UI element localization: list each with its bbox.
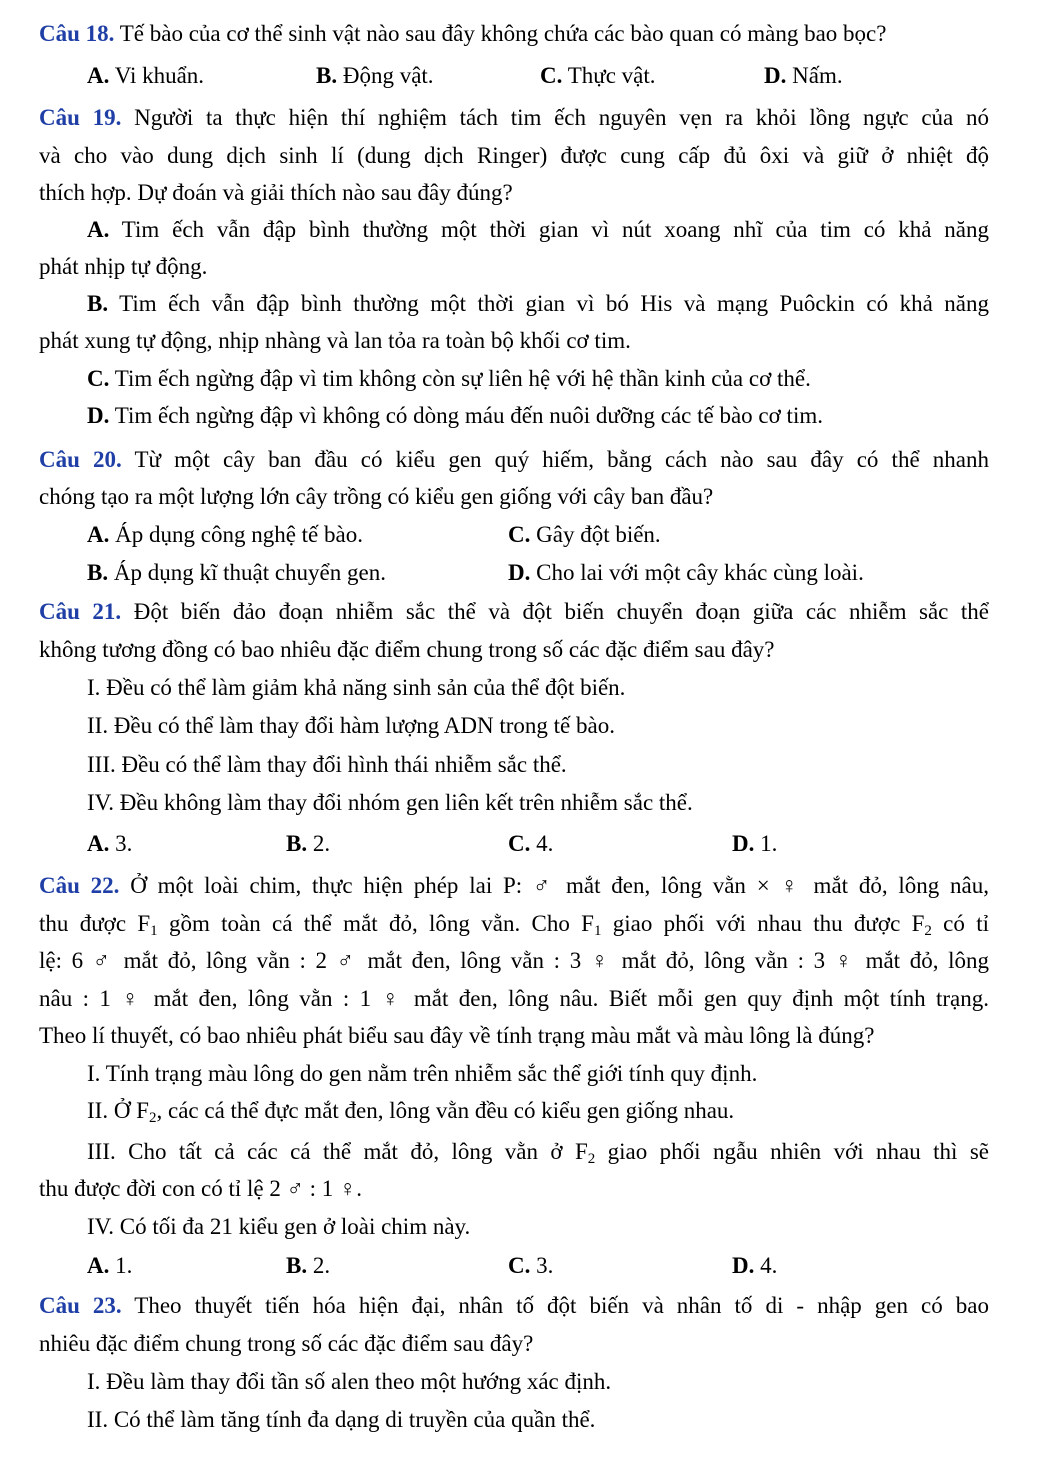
q19-option-b[interactable]: B. Tim ếch vẫn đập bình thường một thời gian vì bó His và mạng Puôckin có khả năng	[87, 291, 989, 316]
q21-statement-4: IV. Đều không làm thay đổi nhóm gen liên kết trên nhiễm sắc thể.	[87, 790, 693, 815]
q20-option-d[interactable]: D. Cho lai với một cây khác cùng loài.	[508, 560, 864, 585]
question-label: Câu 21.	[39, 599, 122, 624]
q19-option-a[interactable]: A. Tim ếch vẫn đập bình thường một thời gian vì nút xoang nhĩ của tim có khả năng	[87, 217, 989, 242]
q18-option-b[interactable]: B. Động vật.	[316, 63, 434, 88]
q21-statement-1: I. Đều có thể làm giảm khả năng sinh sản của thể đột biến.	[87, 675, 626, 700]
question-label: Câu 22.	[39, 873, 120, 898]
question-20-stem-line2: chóng tạo ra một lượng lớn cây trồng có kiểu gen giống với cây ban đầu?	[39, 484, 714, 509]
q20-option-c[interactable]: C. Gây đột biến.	[508, 522, 661, 547]
q22-option-d[interactable]: D. 4.	[732, 1253, 778, 1278]
question-18-stem: Câu 18. Tế bào của cơ thể sinh vật nào sau đây không chứa các bào quan có màng bao bọc?	[39, 21, 887, 46]
q19-option-d[interactable]: D. Tim ếch ngừng đập vì không có dòng máu đến nuôi dưỡng các tế bào cơ tim.	[87, 403, 823, 428]
q22-statement-1: I. Tính trạng màu lông do gen nằm trên nhiễm sắc thể giới tính quy định.	[87, 1061, 758, 1086]
question-21-stem-line2: không tương đồng có bao nhiêu đặc điểm chung trong số các đặc điểm sau đây?	[39, 637, 775, 662]
q21-statement-2: II. Đều có thể làm thay đổi hàm lượng ADN trong tế bào.	[87, 713, 615, 738]
q22-option-a[interactable]: A. 1.	[87, 1253, 133, 1278]
question-label: Câu 18.	[39, 21, 115, 46]
q23-statement-1: I. Đều làm thay đổi tần số alen theo một hướng xác định.	[87, 1369, 612, 1394]
question-23-stem-line2: nhiêu đặc điểm chung trong số các đặc điểm sau đây?	[39, 1331, 534, 1356]
question-label: Câu 20.	[39, 447, 122, 472]
question-19-stem-line1: Câu 19. Người ta thực hiện thí nghiệm tách tim ếch nguyên vẹn ra khỏi lồng ngực của nó	[39, 105, 989, 130]
q19-option-a-cont: phát nhịp tự động.	[39, 254, 208, 279]
q22-statement-3: III. Cho tất cả các cá thể mắt đỏ, lông vằn ở $F_2$ giao phối ngẫu nhiên với nhau thì sẽ	[87, 1139, 989, 1167]
q21-option-a[interactable]: A. 3.	[87, 831, 133, 856]
question-22-stem-line5: Theo lí thuyết, có bao nhiêu phát biểu sau đây về tính trạng màu mắt và màu lông là đúng?	[39, 1023, 875, 1048]
q21-option-b[interactable]: B. 2.	[286, 831, 331, 856]
q18-option-a[interactable]: A. Vi khuẩn.	[87, 63, 205, 88]
q22-statement-3-cont: thu được đời con có tỉ lệ 2 ♂ : 1 ♀.	[39, 1176, 362, 1201]
question-22-stem-line1: Câu 22. Ở một loài chim, thực hiện phép lai P: ♂ mắt đen, lông vằn × ♀ mắt đỏ, lông nâu,	[39, 873, 989, 898]
q23-statement-2: II. Có thể làm tăng tính đa dạng di truyền của quần thể.	[87, 1407, 596, 1432]
question-22-stem-line3: lệ: 6 ♂ mắt đỏ, lông vằn : 2 ♂ mắt đen, lông vằn : 3 ♀ mắt đỏ, lông vằn : 3 ♀ mắt đỏ, lông	[39, 948, 989, 973]
q21-statement-3: III. Đều có thể làm thay đổi hình thái nhiễm sắc thể.	[87, 752, 567, 777]
question-23-stem-line1: Câu 23. Theo thuyết tiến hóa hiện đại, nhân tố đột biến và nhân tố di - nhập gen có bao	[39, 1293, 989, 1318]
question-22-stem-line4: nâu : 1 ♀ mắt đen, lông vằn : 1 ♀ mắt đen, lông nâu. Biết mỗi gen quy định một tính trạng.	[39, 986, 989, 1011]
q20-option-b[interactable]: B. Áp dụng kĩ thuật chuyển gen.	[87, 560, 386, 585]
q19-option-c[interactable]: C. Tim ếch ngừng đập vì tim không còn sự liên hệ với hệ thần kinh của cơ thể.	[87, 366, 811, 391]
q22-statement-2: II. Ở $F_2$, các cá thể đực mắt đen, lông vằn đều có kiểu gen giống nhau.	[87, 1098, 735, 1126]
question-19-stem-line3: thích hợp. Dự đoán và giải thích nào sau đây đúng?	[39, 180, 513, 205]
question-20-stem-line1: Câu 20. Từ một cây ban đầu có kiểu gen quý hiếm, bằng cách nào sau đây có thể nhanh	[39, 447, 989, 472]
question-label: Câu 23.	[39, 1293, 122, 1318]
q18-option-c[interactable]: C. Thực vật.	[540, 63, 656, 88]
q21-option-c[interactable]: C. 4.	[508, 831, 554, 856]
question-label: Câu 19.	[39, 105, 122, 130]
q22-option-b[interactable]: B. 2.	[286, 1253, 331, 1278]
q22-option-c[interactable]: C. 3.	[508, 1253, 554, 1278]
q22-statement-4: IV. Có tối đa 21 kiểu gen ở loài chim này.	[87, 1214, 471, 1239]
question-22-stem-line2: thu được $F_1$ gồm toàn cá thể mắt đỏ, lông vằn. Cho $F_1$ giao phối với nhau thu được $F_2$ có tỉ	[39, 911, 989, 939]
question-21-stem-line1: Câu 21. Đột biến đảo đoạn nhiễm sắc thể và đột biến chuyển đoạn giữa các nhiễm sắc thể	[39, 599, 989, 624]
q19-option-b-cont: phát xung tự động, nhịp nhàng và lan tỏa ra toàn bộ khối cơ tim.	[39, 328, 631, 353]
question-19-stem-line2: và cho vào dung dịch sinh lí (dung dịch Ringer) được cung cấp đủ ôxi và giữ ở nhiệt độ	[39, 143, 989, 168]
q20-option-a[interactable]: A. Áp dụng công nghệ tế bào.	[87, 522, 363, 547]
q18-option-d[interactable]: D. Nấm.	[764, 63, 843, 88]
q21-option-d[interactable]: D. 1.	[732, 831, 778, 856]
